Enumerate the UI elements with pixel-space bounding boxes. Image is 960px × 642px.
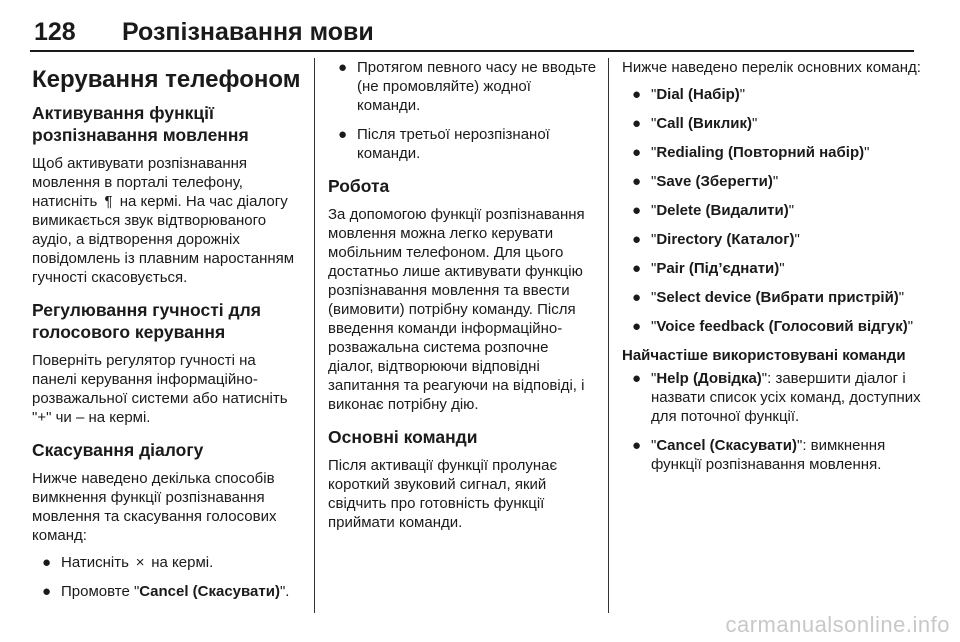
cancel-list bbox=[32, 553, 304, 601]
voice-off-icon: × bbox=[135, 554, 145, 571]
heading-volume: Регулювання гучності для голосового керування bbox=[32, 300, 261, 342]
bullet: ● bbox=[42, 554, 52, 571]
operation-text: За допомогою функції розпізнавання мовлення можна легко керувати мобільним телефоном. Для цього достатньо лише активувати функцію розпізнавання мовлення та ввести (вимовити) потрібну команду. Після введення команди інформаційно-розважальна система розпочне діалог, відтворюючи відповідні запитання та реагуючи на відповіді, і виконає потрібну дію. bbox=[328, 206, 585, 413]
bullet: ● bbox=[338, 59, 348, 76]
page-number: 128 bbox=[34, 18, 76, 46]
list-item: ● Протягом певного часу не вводьте (не промовляйте) жодної команди. bbox=[338, 59, 597, 114]
command-item: ● "Dial (Набір)" bbox=[632, 86, 746, 103]
column-left bbox=[32, 58, 304, 611]
header-rule bbox=[30, 50, 914, 52]
command-item: ● "Call (Виклик)" bbox=[632, 115, 758, 132]
bullet: ● bbox=[632, 86, 642, 103]
command-item: ● "Delete (Видалити)" bbox=[632, 202, 795, 219]
column-right bbox=[622, 58, 922, 484]
command-item: ● "Voice feedback (Голосовий відгук)" bbox=[632, 318, 914, 335]
basic-commands-text: Після активації функції пролунає короткий звуковий сигнал, який свідчить про готовність функції приймати команди. bbox=[328, 457, 558, 531]
cancel-text: Нижче наведено декілька способів вимкнення функції розпізнавання мовлення та скасування голосових команд: bbox=[32, 470, 277, 544]
column-divider bbox=[314, 58, 315, 613]
command-item: ● "Save (Зберегти)" bbox=[632, 173, 779, 190]
list-item: ● Після третьої нерозпізнаної команди. bbox=[338, 126, 550, 162]
bullet: ● bbox=[632, 318, 642, 335]
page-header bbox=[30, 18, 930, 50]
bullet: ● bbox=[632, 202, 642, 219]
bullet: ● bbox=[632, 231, 642, 248]
activation-text: Щоб активувати розпізнавання мовлення в порталі телефону, натисніть ¶ на кермі. На час діалогу вимикається звук відтворюваного аудіо, а відтворення дорожніх повідомлень із плавним наростанням гучності скасовується. bbox=[32, 155, 295, 286]
column-middle bbox=[328, 58, 598, 532]
command-item: ● "Help (Довідка)": завершити діалог і назвати список усіх команд, доступних для поточної функції. bbox=[632, 370, 921, 425]
heading-cancel: Скасування діалогу bbox=[32, 440, 204, 460]
bullet: ● bbox=[632, 173, 642, 190]
bullet: ● bbox=[632, 115, 642, 132]
command-item: ● "Directory (Каталог)" bbox=[632, 231, 800, 248]
bullet: ● bbox=[42, 583, 52, 600]
bullet: ● bbox=[632, 289, 642, 306]
watermark: carmanualsonline.info bbox=[725, 612, 950, 637]
command-item: ● "Select device (Вибрати пристрій)" bbox=[632, 289, 905, 306]
running-title: Розпізнавання мови bbox=[122, 18, 374, 46]
bullet: ● bbox=[338, 126, 348, 143]
heading-activation: Активування функції розпізнавання мовлення bbox=[32, 103, 249, 145]
volume-text: Поверніть регулятор гучності на панелі керування інформаційно-розважальної системи або натисніть "+" чи – на кермі. bbox=[32, 352, 288, 426]
command-item: ● "Cancel (Скасувати)": вимкнення функції розпізнавання мовлення. bbox=[632, 437, 886, 473]
heading-operation: Робота bbox=[328, 176, 390, 196]
heading-frequent-commands: Найчастіше використовувані команди bbox=[622, 347, 906, 364]
column-divider bbox=[608, 58, 609, 613]
bullet: ● bbox=[632, 260, 642, 277]
section-title: Керування телефоном bbox=[32, 66, 301, 93]
bullet: ● bbox=[632, 144, 642, 161]
bullet: ● bbox=[632, 370, 642, 387]
bullet: ● bbox=[632, 437, 642, 454]
list-item: ● Натисніть × на кермі. bbox=[42, 554, 214, 571]
voice-icon: ¶ bbox=[104, 193, 113, 210]
commands-list bbox=[622, 85, 922, 336]
list-item: ● Промовте "Cancel (Скасувати)". bbox=[42, 583, 290, 600]
command-item: ● "Redialing (Повторний набір)" bbox=[632, 144, 870, 161]
frequent-commands-list bbox=[622, 369, 922, 474]
command-item: ● "Pair (Під’єднати)" bbox=[632, 260, 785, 277]
heading-basic-commands: Основні команди bbox=[328, 427, 478, 447]
cancel-list-continued bbox=[328, 58, 598, 163]
commands-intro: Нижче наведено перелік основних команд: bbox=[622, 59, 921, 76]
